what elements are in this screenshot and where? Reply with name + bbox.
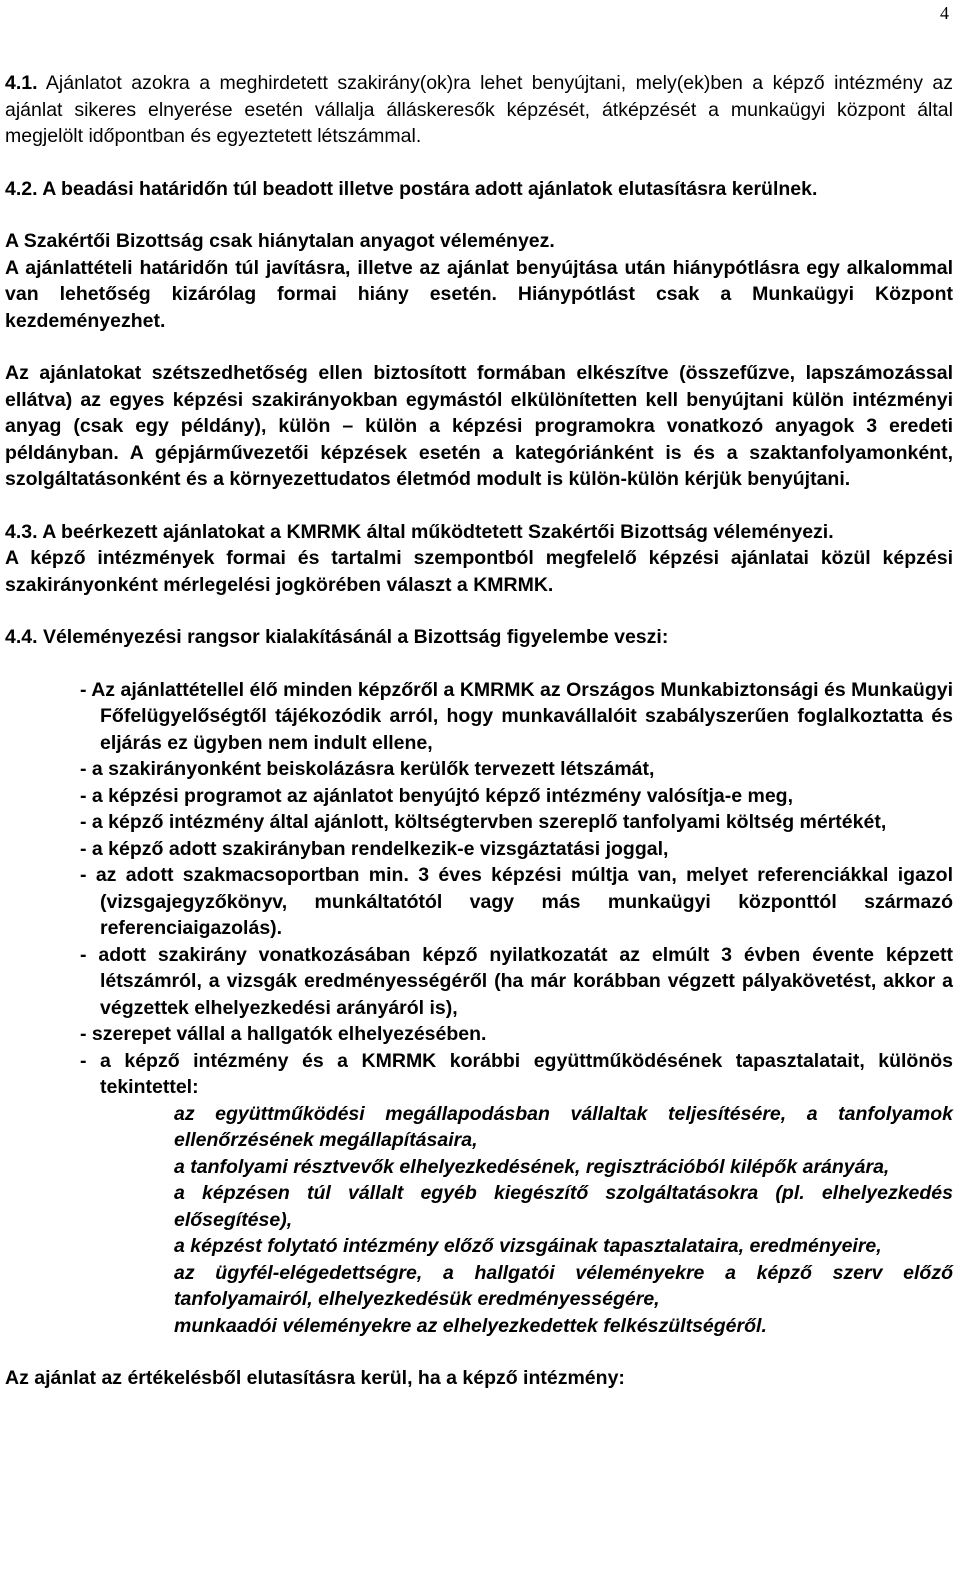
paragraph-selection: A képző intézmények formai és tartalmi szempontból megfelelő képzési ajánlatai közül képzési szakirányonként mérlegelési jogkörében választ a KMRMK. <box>5 547 953 596</box>
list-item: - a szakirányonként beiskolázásra kerülők tervezett létszámát, <box>80 758 655 780</box>
list-item: - az adott szakmacsoportban min. 3 éves képzési múltja van, melyet referenciákkal igazol (vizsgajegyzőkönyv, munkáltatótól vagy más munkaügyi központtól származó referenciaigazolás). <box>80 864 953 939</box>
sub-list-item: a tanfolyami résztvevők elhelyezkedésének, regisztrációból kilépők arányára, <box>174 1155 890 1178</box>
section-text: Véleményezési rangsor kialakításánál a Bizottság figyelembe veszi: <box>42 626 669 648</box>
section-number: 4.1. <box>5 72 38 94</box>
section-4-2 <box>5 176 953 203</box>
spacer <box>5 150 953 176</box>
page-number: 4 <box>940 3 949 23</box>
list-item: - Az ajánlattétellel élő minden képzőről a KMRMK az Országos Munkabiztonsági és Munkaügyi Főfelügyelőségtől tájékozódik arról, hogy munkavállalóit szabályszerűen foglalkoztatta és eljárás ez ügyben nem indult ellene, <box>80 678 953 754</box>
cooperation-sublist <box>5 1101 953 1340</box>
paragraph-deficiency: A ajánlattételi határidőn túl javításra, illetve az ajánlat benyújtása után hiánypótlásra egy alkalommal van lehetőség kizárólag formai hiány esetén. Hiánypótlást csak a Munkaügyi Központ kezdeményezhet. <box>5 256 953 332</box>
section-number: 4.3. <box>5 520 38 543</box>
list-item: - szerepet vállal a hallgatók elhelyezésében. <box>80 1023 487 1045</box>
list-item: - a képző adott szakirányban rendelkezik-e vizsgáztatási joggal, <box>80 837 669 860</box>
section-4-3 <box>5 519 953 546</box>
spacer <box>5 334 953 360</box>
closing-paragraph: Az ajánlat az értékelésből elutasításra kerül, ha a képző intézmény: <box>5 1367 625 1389</box>
list-item: - a képző intézmény által ajánlott, költségtervben szereplő tanfolyami költség mértékét, <box>80 811 887 833</box>
sub-list-item: munkaadói véleményekre az elhelyezkedettek felkészültségéről. <box>174 1314 767 1337</box>
section-number: 4.4. <box>5 626 38 648</box>
spacer <box>5 493 953 519</box>
section-number: 4.2. <box>5 177 38 200</box>
paragraph-submission-format: Az ajánlatokat szétszedhetőség ellen biztosított formában elkészítve (összefűzve, lapszámozással ellátva) az egyes képzési szakirányokban egymástól elkülönítetten kell benyújtani külön intézményi anyag (csak egy példány), külön – külön a képzési programokra vonatkozó anyagok 3 eredeti példányban. A gépjárművezetői képzések esetén a kategóriánként is és a szaktanfolyamonként, szolgáltatásonként és a környezettudatos életmód modult is külön-külön kérjük benyújtani. <box>5 362 953 490</box>
spacer <box>5 1339 953 1365</box>
spacer <box>5 598 953 624</box>
section-text: A beadási határidőn túl beadott illetve postára adott ajánlatok elutasításra kerülnek. <box>42 177 818 200</box>
list-item: - a képző intézmény és a KMRMK korábbi együttműködésének tapasztalatait, különös tekintettel: <box>80 1049 953 1098</box>
section-4-1 <box>5 70 953 150</box>
section-4-4 <box>5 624 953 651</box>
list-item: - adott szakirány vonatkozásában képző nyilatkozatát az elmúlt 3 évben évente képzett létszámról, a vizsgák eredményességéről (ha már korábban végzett pályakövetést, akkor a végzettek elhelyezkedési arányáról is), <box>80 943 953 1019</box>
sub-list-item: az ügyfél-elégedettségre, a hallgatói véleményekre a képző szerv előző tanfolyamairól, elhelyezkedésük eredményességére, <box>174 1261 953 1310</box>
section-text: Ajánlatot azokra a meghirdetett szakirány(ok)ra lehet benyújtani, mely(ek)ben a képző intézmény az ajánlat sikeres elnyerése esetén vállalja álláskeresők képzését, átképzését a munkaügyi központ által megjelölt időpontban és egyeztetett létszámmal. <box>5 72 953 147</box>
spacer <box>5 651 953 677</box>
sub-list-item: az együttműködési megállapodásban vállaltak teljesítésére, a tanfolyamok ellenőrzésének megállapításaira, <box>174 1102 953 1151</box>
sub-list-item: a képzést folytató intézmény előző vizsgáinak tapasztalataira, eredményeire, <box>174 1235 882 1257</box>
spacer <box>5 202 953 228</box>
section-text: A beérkezett ajánlatokat a KMRMK által működtetett Szakértői Bizottság véleményezi. <box>42 520 834 543</box>
sub-list-item: a képzésen túl vállalt egyéb kiegészítő szolgáltatásokra (pl. elhelyezkedés elősegítése), <box>174 1182 953 1231</box>
paragraph-complete-material: A Szakértői Bizottság csak hiánytalan anyagot véleményez. <box>5 230 555 252</box>
list-item: - a képzési programot az ajánlatot benyújtó képző intézmény valósítja-e meg, <box>80 784 794 807</box>
document-body <box>5 70 953 1392</box>
criteria-list <box>5 677 953 1101</box>
